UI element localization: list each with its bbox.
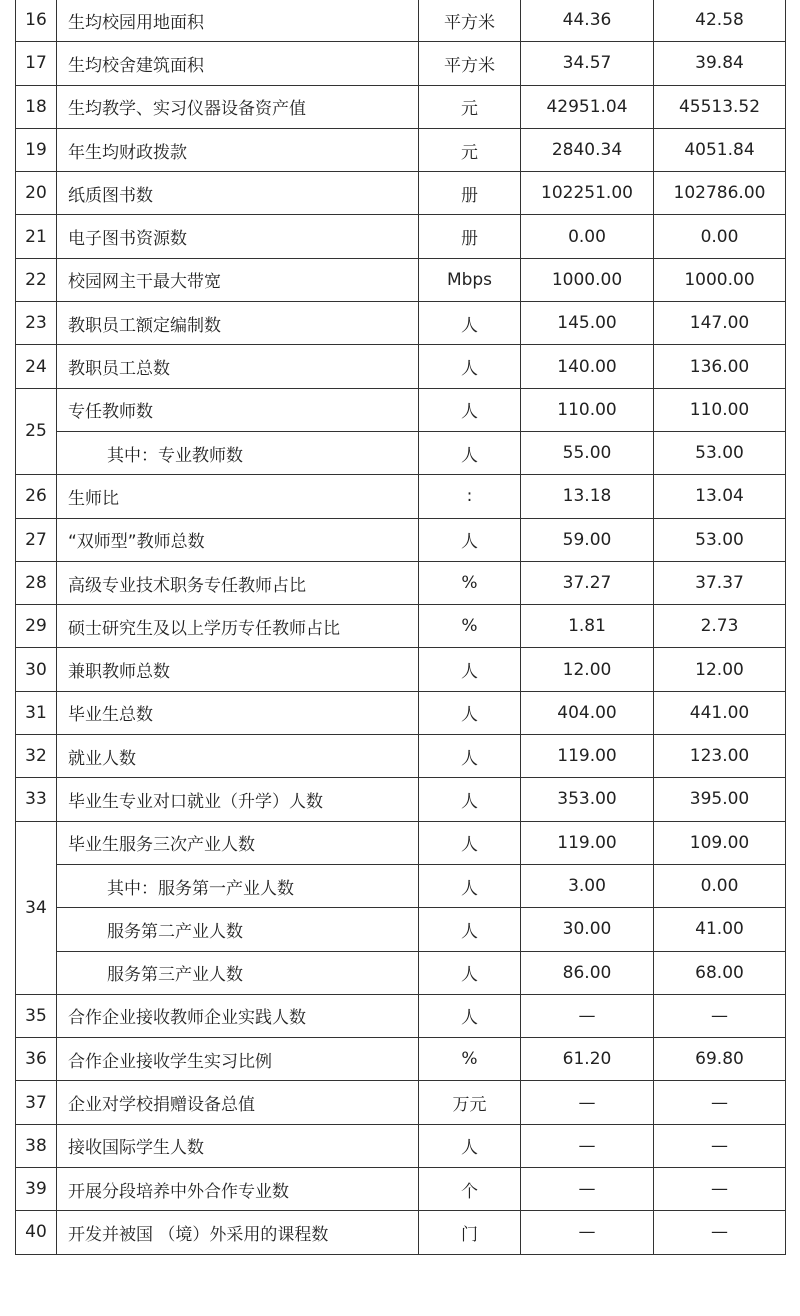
unit-cell: 人 [419,691,521,734]
unit-cell: 人 [419,735,521,778]
value-year1: 119.00 [521,735,654,778]
unit-cell: 门 [419,1211,521,1254]
row-number: 33 [16,778,57,821]
row-number: 20 [16,172,57,215]
value-year2: 39.84 [654,42,786,85]
row-number: 22 [16,258,57,301]
value-year2: — [654,1211,786,1254]
indicator-name: 开展分段培养中外合作专业数 [57,1168,419,1211]
indicator-name: 生均教学、实习仪器设备资产值 [57,85,419,128]
value-year1: — [521,1168,654,1211]
value-year2: 45513.52 [654,85,786,128]
value-year2: 441.00 [654,691,786,734]
table-row [16,605,786,648]
indicator-name: 其中：服务第一产业人数 [57,864,419,907]
table-row [16,994,786,1037]
unit-cell: % [419,561,521,604]
table-row-sub [16,431,786,474]
value-year2: 41.00 [654,908,786,951]
value-year2: 53.00 [654,431,786,474]
row-number: 31 [16,691,57,734]
table-row-sub [16,908,786,951]
value-year1: 12.00 [521,648,654,691]
indicator-name: 生均校舍建筑面积 [57,42,419,85]
table-row [16,518,786,561]
row-number: 40 [16,1211,57,1254]
indicator-name: 其中：专业教师数 [57,431,419,474]
indicator-name: 兼职教师总数 [57,648,419,691]
indicator-name: 生师比 [57,475,419,518]
unit-cell: 人 [419,864,521,907]
row-number: 18 [16,85,57,128]
unit-cell: 平方米 [419,42,521,85]
value-year2: 53.00 [654,518,786,561]
unit-cell: : [419,475,521,518]
table-row [16,215,786,258]
value-year1: — [521,994,654,1037]
row-number: 35 [16,994,57,1037]
indicator-name: 开发并被国 （境）外采用的课程数 [57,1211,419,1254]
indicator-table [15,0,786,1255]
value-year2: 102786.00 [654,172,786,215]
indicator-name: “双师型”教师总数 [57,518,419,561]
unit-cell: 册 [419,172,521,215]
unit-cell: 册 [419,215,521,258]
table-row [16,735,786,778]
row-number: 25 [16,388,57,475]
table-row [16,1081,786,1124]
unit-cell: 人 [419,431,521,474]
value-year1: 1.81 [521,605,654,648]
value-year1: 61.20 [521,1038,654,1081]
table-row [16,172,786,215]
value-year1: 37.27 [521,561,654,604]
table-row [16,648,786,691]
row-number: 27 [16,518,57,561]
table-row [16,388,786,431]
value-year2: — [654,1081,786,1124]
indicator-table-container [15,0,785,1255]
value-year2: 68.00 [654,951,786,994]
row-number: 26 [16,475,57,518]
table-row [16,1211,786,1254]
value-year2: 0.00 [654,864,786,907]
value-year2: 395.00 [654,778,786,821]
value-year1: — [521,1081,654,1124]
value-year1: 0.00 [521,215,654,258]
value-year1: 119.00 [521,821,654,864]
row-number: 24 [16,345,57,388]
unit-cell: 人 [419,951,521,994]
unit-cell: 人 [419,345,521,388]
table-row [16,128,786,171]
unit-cell: 元 [419,128,521,171]
value-year2: 4051.84 [654,128,786,171]
table-row [16,302,786,345]
indicator-name: 生均校园用地面积 [57,0,419,42]
table-row [16,561,786,604]
table-row-sub [16,951,786,994]
value-year1: 404.00 [521,691,654,734]
indicator-name: 服务第二产业人数 [57,908,419,951]
value-year1: — [521,1124,654,1167]
table-row [16,1124,786,1167]
value-year1: 140.00 [521,345,654,388]
table-row [16,691,786,734]
unit-cell: 人 [419,302,521,345]
value-year1: — [521,1211,654,1254]
unit-cell: % [419,1038,521,1081]
indicator-name: 专任教师数 [57,388,419,431]
table-row [16,258,786,301]
value-year2: 37.37 [654,561,786,604]
indicator-name: 电子图书资源数 [57,215,419,258]
unit-cell: 人 [419,1124,521,1167]
value-year1: 353.00 [521,778,654,821]
row-number: 37 [16,1081,57,1124]
value-year2: 1000.00 [654,258,786,301]
table-row [16,821,786,864]
row-number: 23 [16,302,57,345]
value-year1: 42951.04 [521,85,654,128]
table-row [16,475,786,518]
unit-cell: 人 [419,648,521,691]
row-number: 16 [16,0,57,42]
table-row [16,1038,786,1081]
row-number: 38 [16,1124,57,1167]
value-year2: — [654,994,786,1037]
indicator-name: 毕业生服务三次产业人数 [57,821,419,864]
value-year2: — [654,1168,786,1211]
value-year2: 136.00 [654,345,786,388]
row-number: 28 [16,561,57,604]
value-year2: 109.00 [654,821,786,864]
value-year1: 44.36 [521,0,654,42]
row-number: 32 [16,735,57,778]
indicator-name: 高级专业技术职务专任教师占比 [57,561,419,604]
value-year1: 110.00 [521,388,654,431]
row-number: 19 [16,128,57,171]
table-row [16,778,786,821]
value-year1: 86.00 [521,951,654,994]
value-year2: 69.80 [654,1038,786,1081]
unit-cell: 万元 [419,1081,521,1124]
value-year2: 0.00 [654,215,786,258]
value-year1: 30.00 [521,908,654,951]
indicator-name: 接收国际学生人数 [57,1124,419,1167]
unit-cell: 人 [419,994,521,1037]
value-year2: 12.00 [654,648,786,691]
indicator-name: 毕业生总数 [57,691,419,734]
indicator-name: 年生均财政拨款 [57,128,419,171]
indicator-name: 服务第三产业人数 [57,951,419,994]
table-row [16,1168,786,1211]
row-number: 17 [16,42,57,85]
unit-cell: 元 [419,85,521,128]
indicator-name: 纸质图书数 [57,172,419,215]
row-number: 29 [16,605,57,648]
value-year2: 13.04 [654,475,786,518]
indicator-name: 合作企业接收教师企业实践人数 [57,994,419,1037]
unit-cell: 人 [419,518,521,561]
value-year2: — [654,1124,786,1167]
unit-cell: 个 [419,1168,521,1211]
value-year2: 2.73 [654,605,786,648]
unit-cell: 人 [419,821,521,864]
value-year1: 102251.00 [521,172,654,215]
table-row [16,345,786,388]
indicator-name: 企业对学校捐赠设备总值 [57,1081,419,1124]
unit-cell: 人 [419,908,521,951]
indicator-name: 毕业生专业对口就业（升学）人数 [57,778,419,821]
row-number: 34 [16,821,57,994]
table-row [16,0,786,42]
value-year2: 42.58 [654,0,786,42]
value-year1: 59.00 [521,518,654,561]
indicator-name: 合作企业接收学生实习比例 [57,1038,419,1081]
row-number: 39 [16,1168,57,1211]
value-year1: 55.00 [521,431,654,474]
value-year1: 2840.34 [521,128,654,171]
value-year1: 34.57 [521,42,654,85]
value-year1: 145.00 [521,302,654,345]
indicator-name: 校园网主干最大带宽 [57,258,419,301]
table-row [16,85,786,128]
value-year1: 3.00 [521,864,654,907]
indicator-name: 硕士研究生及以上学历专任教师占比 [57,605,419,648]
table-row [16,42,786,85]
unit-cell: Mbps [419,258,521,301]
value-year1: 1000.00 [521,258,654,301]
value-year1: 13.18 [521,475,654,518]
value-year2: 147.00 [654,302,786,345]
indicator-name: 教职员工额定编制数 [57,302,419,345]
unit-cell: 人 [419,778,521,821]
unit-cell: 平方米 [419,0,521,42]
row-number: 30 [16,648,57,691]
unit-cell: 人 [419,388,521,431]
value-year2: 110.00 [654,388,786,431]
unit-cell: % [419,605,521,648]
indicator-name: 就业人数 [57,735,419,778]
indicator-name: 教职员工总数 [57,345,419,388]
table-row-sub [16,864,786,907]
value-year2: 123.00 [654,735,786,778]
row-number: 36 [16,1038,57,1081]
row-number: 21 [16,215,57,258]
